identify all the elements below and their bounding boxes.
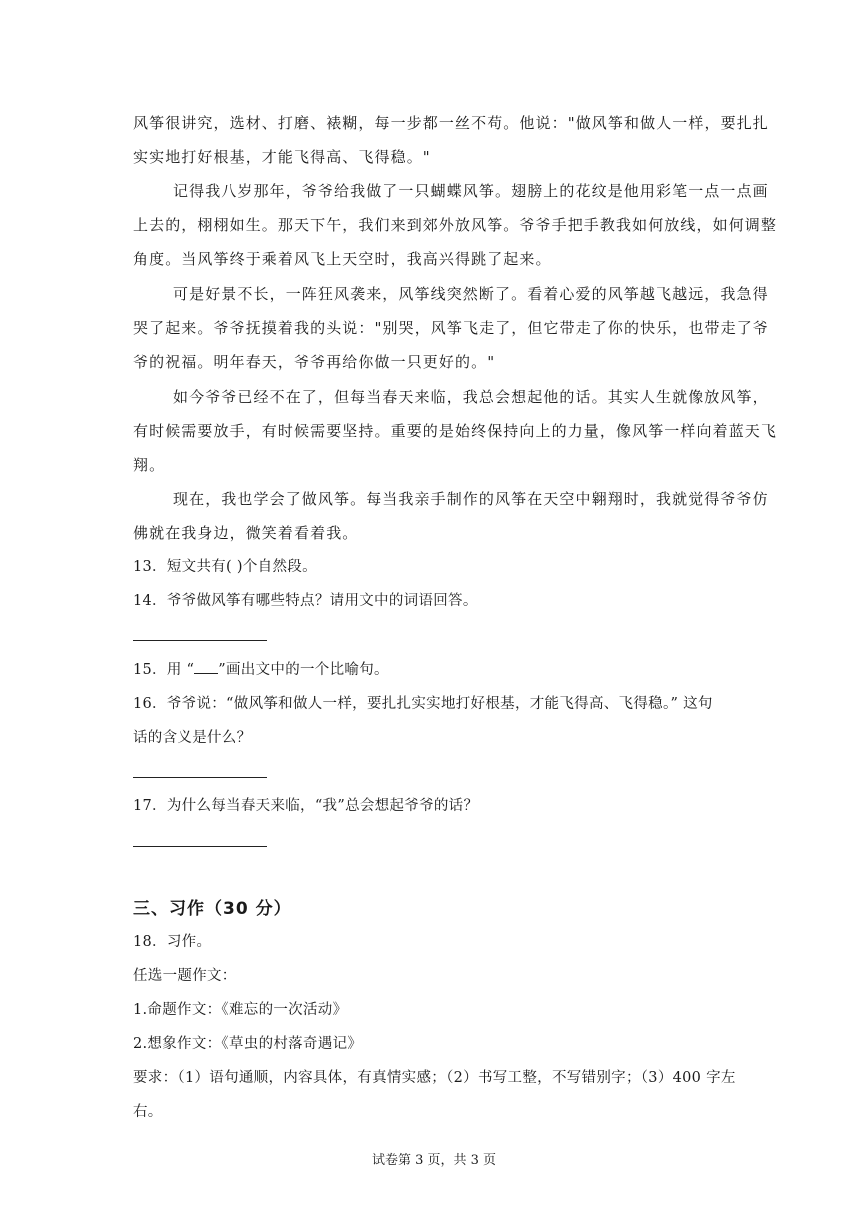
page-footer: 试卷第 3 页，共 3 页 [371, 1153, 497, 1168]
answer-line-16[interactable] [133, 777, 267, 778]
passage-line: 可是好景不长，一阵狂风袭来，风筝线突然断了。看着心爱的风筝越飞越远，我急得 [173, 285, 769, 303]
passage-line: 哭了起来。爷爷抚摸着我的头说："别哭，风筝飞走了，但它带走了你的快乐，也带走了爷 [133, 319, 769, 337]
question-15 [133, 659, 753, 680]
passage-line: 翔。 [133, 456, 166, 474]
underline-sample [194, 659, 218, 674]
question-13: 13．短文共有( )个自然段。 [133, 559, 317, 575]
answer-line-17[interactable] [133, 846, 267, 847]
section-title: 三、习作（30 分） [133, 899, 292, 919]
passage-line: 爷的祝福。明年春天，爷爷再给你做一只更好的。" [133, 353, 496, 371]
essay-option-1: 1.命题作文：《难忘的一次活动》 [133, 1002, 348, 1018]
essay-requirements: 要求：（1）语句通顺，内容具体，有真情实感；（2）书写工整，不写错别字；（3）400 字左 [133, 1070, 736, 1086]
passage-line: 上去的，栩栩如生。那天下午，我们来到郊外放风筝。爷爷手把手教我如何放线，如何调整 [133, 216, 778, 234]
answer-line-14[interactable] [133, 640, 267, 641]
question-17: 17．为什么每当春天来临，“我”总会想起爷爷的话？ [133, 798, 479, 814]
passage-line: 现在，我也学会了做风筝。每当我亲手制作的风筝在天空中翱翔时，我就觉得爷爷仿 [173, 490, 769, 508]
question-15-prefix: 15．用 “ [133, 662, 195, 678]
essay-instruction: 任选一题作文： [133, 968, 237, 984]
passage-line: 有时候需要放手，有时候需要坚持。重要的是始终保持向上的力量，像风筝一样向着蓝天飞 [133, 422, 778, 440]
question-15-suffix: ”画出文中的一个比喻句。 [218, 662, 389, 678]
passage-line: 如今爷爷已经不在了，但每当春天来临，我总会想起他的话。其实人生就像放风筝， [173, 388, 769, 406]
essay-option-2: 2.想象作文：《草虫的村落奇遇记》 [133, 1036, 363, 1052]
question-16-line: 话的含义是什么？ [133, 730, 252, 746]
passage-line: 角度。当风筝终于乘着风飞上天空时，我高兴得跳了起来。 [133, 250, 552, 268]
essay-requirements-cont: 右。 [133, 1104, 163, 1120]
passage-line: 风筝很讲究，选材、打磨、裱糊，每一步都一丝不苟。他说："做风筝和做人一样，要扎扎 [133, 114, 769, 132]
passage-line: 记得我八岁那年，爷爷给我做了一只蝴蝶风筝。翅膀上的花纹是他用彩笔一点一点画 [173, 182, 769, 200]
question-16-line: 16．爷爷说：“做风筝和做人一样，要扎扎实实地打好根基，才能飞得高、飞得稳。” 这句 [133, 696, 713, 712]
passage-line: 实实地打好根基，才能飞得高、飞得稳。" [133, 148, 431, 166]
question-18: 18．习作。 [133, 934, 212, 950]
question-14: 14．爷爷做风筝有哪些特点？请用文中的词语回答。 [133, 593, 478, 609]
passage-line: 佛就在我身边，微笑着看着我。 [133, 524, 359, 542]
